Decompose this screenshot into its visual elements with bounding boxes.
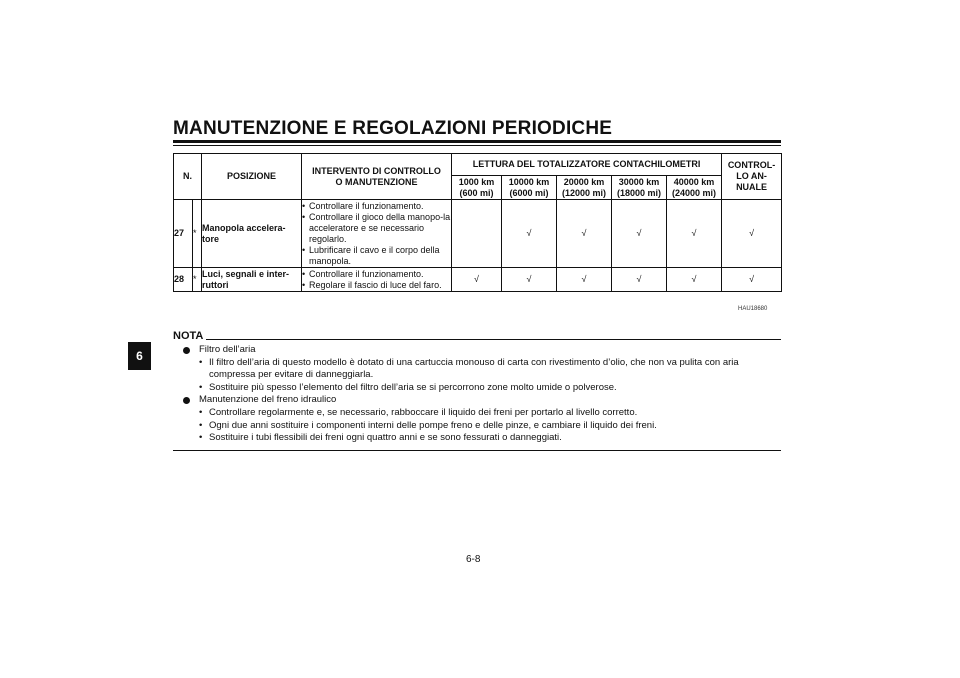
- list-item: • Sostituire i tubi flessibili dei freni ogni quattro anni e se sono fessurati o danneggiati.: [199, 432, 562, 444]
- check-cell: √: [612, 200, 667, 268]
- row-position: Luci, segnali e inter-ruttori: [202, 268, 302, 292]
- nota-rule: [206, 339, 781, 340]
- row-number: 27: [174, 200, 193, 268]
- action-item: • Controllare il gioco della manopo-la acceleratore e se necessario regolarlo.: [302, 212, 451, 245]
- bullet-icon: •: [199, 432, 203, 444]
- reference-code: HAU18680: [738, 306, 768, 312]
- check-cell: √: [722, 268, 782, 292]
- check-cell: √: [452, 268, 502, 292]
- action-item: • Lubrificare il cavo e il corpo della manopola.: [302, 245, 451, 267]
- bullet-icon: [183, 397, 190, 404]
- bullet-icon: •: [199, 356, 203, 368]
- header-lettura: LETTURA DEL TOTALIZZATORE CONTACHILOMETRI: [452, 154, 722, 176]
- list-item: • Ogni due anni sostituire i componenti interni delle pompe freno e delle pinze, e cambiare il liquido dei freni.: [199, 419, 657, 431]
- header-n: N.: [174, 154, 202, 200]
- check-cell: [452, 200, 502, 268]
- header-km-4: 30000 km (18000 mi): [612, 176, 667, 200]
- header-intervento: INTERVENTO DI CONTROLLO O MANUTENZIONE: [302, 154, 452, 200]
- row-actions: [302, 268, 452, 292]
- bullet-icon: [183, 347, 190, 354]
- nota-title: NOTA: [173, 330, 204, 342]
- row-star: *: [193, 268, 202, 292]
- header-km-2: 10000 km (6000 mi): [502, 176, 557, 200]
- title-rule-thin: [173, 145, 781, 146]
- bullet-icon: •: [199, 381, 203, 393]
- check-cell: √: [502, 268, 557, 292]
- header-km-5: 40000 km (24000 mi): [667, 176, 722, 200]
- row-position: Manopola accelera-tore: [202, 200, 302, 268]
- check-cell: √: [557, 268, 612, 292]
- nota-bottom-rule: [173, 450, 781, 451]
- nota-group-heading: Filtro dell’aria: [183, 344, 783, 357]
- nota-group-heading: Manutenzione del freno idraulico: [183, 394, 783, 407]
- action-item: • Controllare il funzionamento.: [302, 269, 451, 280]
- action-item: • Controllare il funzionamento.: [302, 201, 451, 212]
- check-cell: √: [612, 268, 667, 292]
- row-actions: [302, 200, 452, 268]
- table-row: [174, 200, 782, 268]
- check-cell: √: [502, 200, 557, 268]
- check-cell: √: [667, 268, 722, 292]
- bullet-icon: •: [199, 419, 203, 431]
- list-item: • Controllare regolarmente e, se necessario, rabboccare il liquido dei freni per portarlo al livello corretto.: [199, 406, 638, 418]
- title-rule-thick: [173, 140, 781, 143]
- header-posizione: POSIZIONE: [202, 154, 302, 200]
- list-item: • Sostituire più spesso l’elemento del filtro dell’aria se si percorrono zone molto umide o polverose.: [199, 381, 617, 393]
- check-cell: √: [557, 200, 612, 268]
- table-row: [174, 268, 782, 292]
- header-controllo: CONTROL-LO AN-NUALE: [722, 154, 782, 200]
- row-star: *: [193, 200, 202, 268]
- bullet-icon: •: [199, 406, 203, 418]
- row-number: 28: [174, 268, 193, 292]
- nota-body: [183, 344, 783, 445]
- check-cell: √: [722, 200, 782, 268]
- header-km-3: 20000 km (12000 mi): [557, 176, 612, 200]
- check-cell: √: [667, 200, 722, 268]
- page-title: MANUTENZIONE E REGOLAZIONI PERIODICHE: [173, 118, 613, 139]
- maintenance-table: [173, 153, 782, 292]
- page-number: 6-8: [466, 554, 481, 565]
- action-item: • Regolare il fascio di luce del faro.: [302, 280, 451, 291]
- list-item: • Il filtro dell’aria di questo modello è dotato di una cartuccia monouso di carta con rivestimento d’olio, che non va pulita con aria compressa per evitare di danneggiarla.: [199, 356, 739, 381]
- header-km-1: 1000 km (600 mi): [452, 176, 502, 200]
- chapter-tab: 6: [128, 342, 151, 370]
